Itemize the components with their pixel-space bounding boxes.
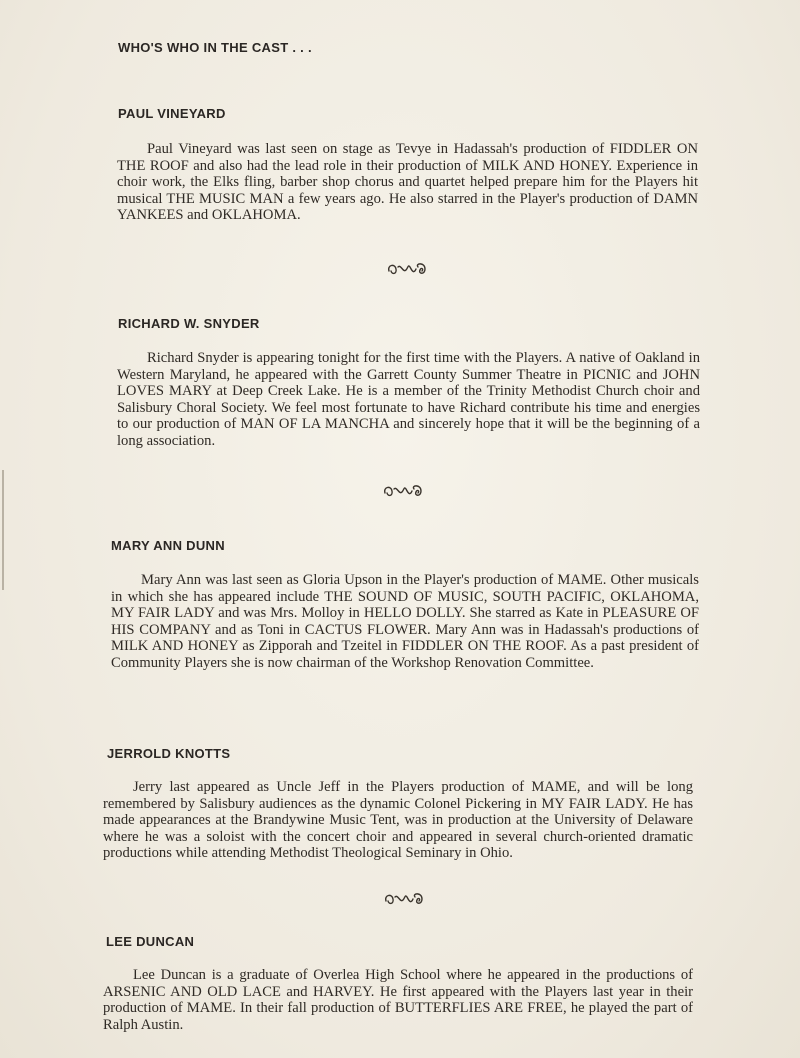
cast-bio-richard-snyder: Richard Snyder is appearing tonight for the first time with the Players. A native of Oakland in Western Maryland, he appeared with the Garrett County Summer Theatre in PICNIC and JOHN LOVES MARY at Deep Creek Lake. He is a member of the Trinity Methodist Church choir and Salisbury Choral Society. We feel most fortunate to have Richard contribute his time and energies to our production of MAN OF LA MANCHA and sincerely hope that it will be the beginning of a long association. [117, 350, 700, 449]
cast-name-lee-duncan: LEE DUNCAN [106, 934, 195, 949]
cast-bio-paul-vineyard: Paul Vineyard was last seen on stage as Tevye in Hadassah's production of FIDDLER ON THE ROOF and also had the lead role in their production of MILK AND HONEY. Experience in choir work, the Elks fling, barber shop chorus and quartet helped prepare him for the Players hit musical THE MUSIC MAN a few years ago. He also starred in the Player's production of DAMN YANKEES and OKLAHOMA. [117, 141, 698, 224]
scroll-flourish-icon [381, 481, 425, 501]
cast-name-paul-vineyard: PAUL VINEYARD [118, 106, 226, 121]
cast-name-mary-ann-dunn: MARY ANN DUNN [111, 538, 225, 553]
page-title: WHO'S WHO IN THE CAST . . . [118, 40, 312, 55]
cast-name-jerrold-knotts: JERROLD KNOTTS [107, 746, 231, 761]
cast-bio-lee-duncan: Lee Duncan is a graduate of Overlea High School where he appeared in the productions of ARSENIC AND OLD LACE and HARVEY. He first appeared with the Players last year in their production of MAME. In their fall production of BUTTERFLIES ARE FREE, he played the part of Ralph Austin. [103, 967, 693, 1033]
cast-bio-mary-ann-dunn: Mary Ann was last seen as Gloria Upson in the Player's production of MAME. Other musicals in which she has appeared include THE SOUND OF MUSIC, SOUTH PACIFIC, OKLAHOMA, MY FAIR LADY and was Mrs. Molloy in HELLO DOLLY. She starred as Kate in PLEASURE OF HIS COMPANY and as Toni in CACTUS FLOWER. Mary Ann was in Hadassah's productions of MILK AND HONEY as Zipporah and Tzeitel in FIDDLER ON THE ROOF. As a past president of Community Players she is now chairman of the Workshop Renovation Committee. [111, 572, 699, 671]
cast-bio-jerrold-knotts: Jerry last appeared as Uncle Jeff in the Players production of MAME, and will be long remembered by Salisbury audiences as the dynamic Colonel Pickering in MY FAIR LADY. He has made appearances at the Brandywine Music Tent, was in production at the University of Delaware where he was a soloist with the concert choir and appeared in several church-oriented dramatic productions while attending Methodist Theological Seminary in Ohio. [103, 779, 693, 862]
scroll-flourish-icon [385, 259, 429, 279]
page-edge-shadow [2, 470, 4, 590]
scroll-flourish-icon [382, 889, 426, 909]
cast-name-richard-snyder: RICHARD W. SNYDER [118, 316, 260, 331]
